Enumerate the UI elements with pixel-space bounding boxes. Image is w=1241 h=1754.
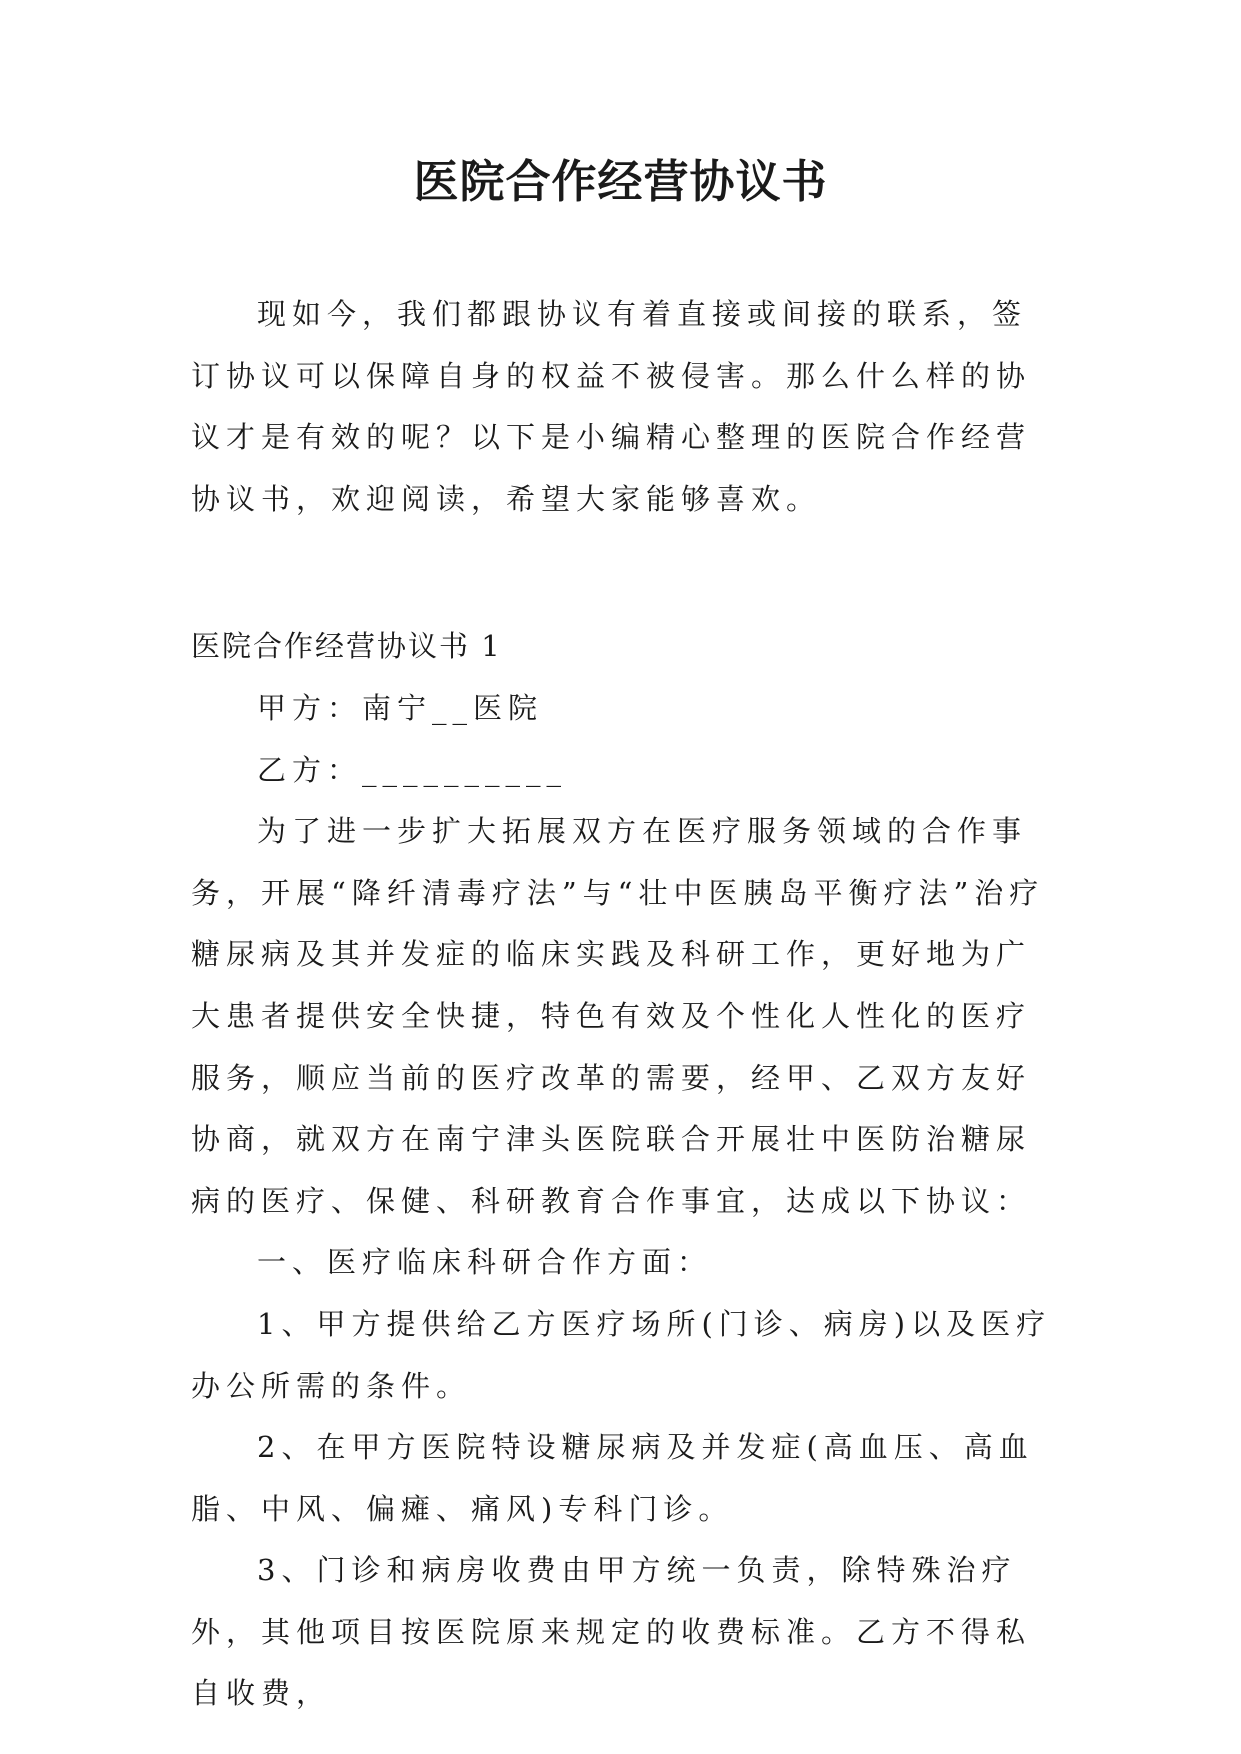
document-title: 医院合作经营协议书 (413, 155, 828, 208)
spacer (191, 530, 1061, 616)
clause-item-2: 2、在甲方医院特设糖尿病及并发症(高血压、高血脂、中风、偏瘫、痛风)专科门诊。 (191, 1430, 1034, 1526)
clause-item-1: 1、甲方提供给乙方医疗场所(门诊、病房)以及医疗办公所需的条件。 (191, 1306, 1052, 1403)
clause-item-3: 3、门诊和病房收费由甲方统一负责，除特殊治疗外，其他项目按医院原来规定的收费标准。乙方不得私自收费， (191, 1553, 1032, 1711)
section-title: 医院合作经营协议书 1 (191, 629, 502, 664)
purpose-paragraph: 为了进一步扩大拓展双方在医疗服务领域的合作事务，开展“降纤清毒疗法”与“壮中医胰岛平衡疗法”治疗糖尿病及其并发症的临床实践及科研工作，更好地为广大患者提供安全快捷，特色有效及个性化人性化的医疗服务，顺应当前的医疗改革的需要，经甲、乙双方友好协商，就双方在南宁津头医院联合开展壮中医防治糖尿病的医疗、保健、科研教育合作事宜，达成以下协议： (191, 814, 1045, 1218)
document-body (191, 284, 1061, 1725)
intro-paragraph: 现如今，我们都跟协议有着直接或间接的联系，签订协议可以保障自身的权益不被侵害。那么什么样的协议才是有效的呢？以下是小编精心整理的医院合作经营协议书，欢迎阅读，希望大家能够喜欢。 (191, 297, 1032, 516)
party-b-line: 乙方：__________ (257, 752, 568, 787)
clause-heading: 一、医疗临床科研合作方面： (257, 1245, 713, 1280)
party-a-line: 甲方：南宁__医院 (257, 690, 544, 725)
